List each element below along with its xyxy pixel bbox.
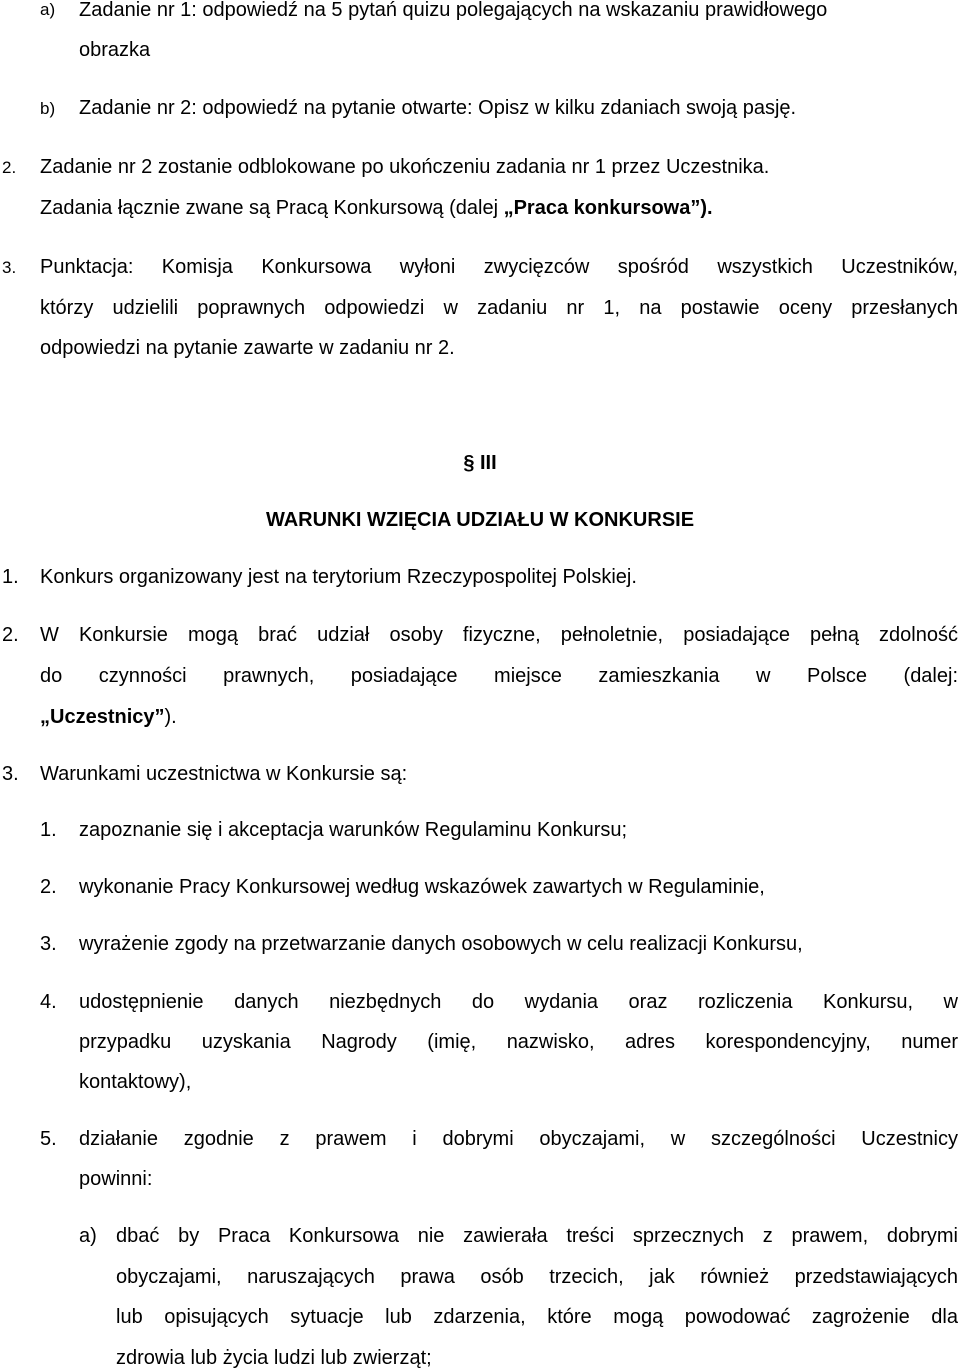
paragraph-symbol: §	[463, 452, 475, 474]
paragraph-text: „Uczestnicy”).	[40, 706, 177, 728]
list-item-text: Zadanie nr 2: odpowiedź na pytanie otwarte: Opisz w kilku zdaniach swoją pasję.	[79, 97, 797, 119]
paragraph-text: Zadanie nr 2 zostanie odblokowane po ukończeniu zadania nr 1 przez Uczestnika.	[40, 156, 770, 178]
paragraph-text: odpowiedzi na pytanie zawarte w zadaniu nr 2.	[40, 337, 455, 359]
list-marker: b)	[40, 99, 56, 118]
list-item-text: przypadku uzyskania Nagrody (imię, nazwisko, adres korespondencyjny, numer	[79, 1031, 958, 1053]
paragraph-text: którzy udzielili poprawnych odpowiedzi w zadaniu nr 1, na postawie oceny przesłanych	[40, 297, 958, 319]
list-item-text: lub opisujących sytuacje lub zdarzenia, które mogą powodować zagrożenie dla	[116, 1306, 958, 1328]
list-item-text: powinni:	[79, 1168, 153, 1190]
list-item-text: obrazka	[79, 39, 151, 61]
list-marker: a)	[40, 0, 56, 19]
list-item-text: zdrowia lub życia ludzi lub zwierząt;	[116, 1347, 432, 1369]
list-marker: 2.	[2, 624, 19, 646]
list-marker: 3.	[2, 258, 17, 277]
list-item-text: Zadanie nr 1: odpowiedź na 5 pytań quizu polegających na wskazaniu prawidłowego	[79, 0, 828, 21]
list-marker: 3.	[40, 933, 57, 955]
list-marker: 1.	[40, 819, 57, 841]
list-marker: 3.	[2, 763, 19, 785]
list-item-text: kontaktowy),	[79, 1071, 192, 1093]
section-title: WARUNKI WZIĘCIA UDZIAŁU W KONKURSIE	[265, 509, 695, 531]
list-item-text: działanie zgodnie z prawem i dobrymi obyczajami, w szczególności Uczestnicy	[79, 1128, 958, 1150]
list-item-text: obyczajami, naruszających prawa osób trzecich, jak również przedstawiających	[116, 1266, 958, 1288]
paragraph-text: Warunkami uczestnictwa w Konkursie są:	[40, 763, 408, 785]
list-marker: a)	[79, 1225, 97, 1247]
paragraph-text: do czynności prawnych, posiadające miejsce zamieszkania w Polsce (dalej:	[40, 665, 958, 687]
list-item-text: dbać by Praca Konkursowa nie zawierała treści sprzecznych z prawem, dobrymi	[116, 1225, 958, 1247]
paragraph-text: Punktacja: Komisja Konkursowa wyłoni zwycięzców spośród wszystkich Uczestników,	[40, 256, 958, 278]
list-marker: 4.	[40, 991, 57, 1013]
list-marker: 2.	[40, 876, 57, 898]
list-marker: 1.	[2, 566, 19, 588]
list-item-text: wyrażenie zgody na przetwarzanie danych osobowych w celu realizacji Konkursu,	[79, 933, 803, 955]
list-item-text: udostępnienie danych niezbędnych do wydania oraz rozliczenia Konkursu, w	[79, 991, 958, 1013]
paragraph-text: W Konkursie mogą brać udział osoby fizyczne, pełnoletnie, posiadające pełną zdolność	[40, 624, 958, 646]
list-marker: 5.	[40, 1128, 57, 1150]
section-roman-numeral: III	[480, 452, 497, 474]
list-item-text: zapoznanie się i akceptacja warunków Regulaminu Konkursu;	[79, 819, 628, 841]
list-item-text: wykonanie Pracy Konkursowej według wskazówek zawartych w Regulaminie,	[79, 876, 765, 898]
section-number	[0, 451, 960, 475]
paragraph-text: Konkurs organizowany jest na terytorium Rzeczypospolitej Polskiej.	[40, 566, 637, 588]
paragraph-text: Zadania łącznie zwane są Pracą Konkursową (dalej „Praca konkursowa”).	[40, 197, 713, 219]
list-marker: 2.	[2, 158, 17, 177]
